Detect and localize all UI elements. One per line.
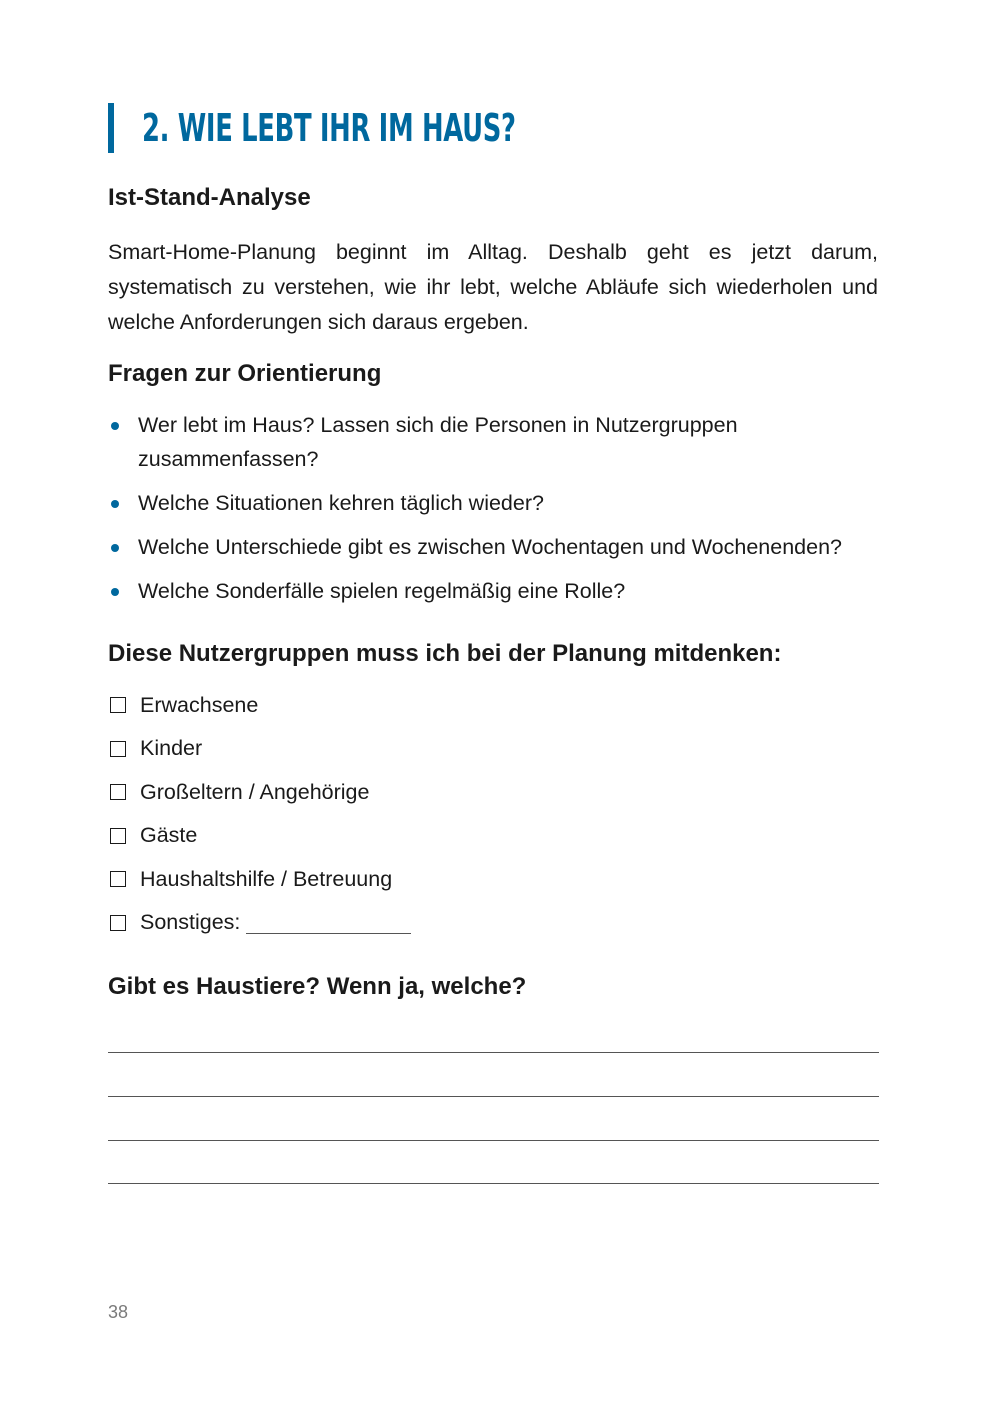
- heading-accent-bar: [108, 103, 114, 153]
- checkbox-label: Kinder: [140, 736, 203, 761]
- checkbox-label: Gäste: [140, 823, 198, 848]
- question-text: Wer lebt im Haus? Lassen sich die Personen in Nutzergruppen zusammenfassen?: [138, 413, 738, 471]
- checkbox-label: Großeltern / Angehörige: [140, 779, 370, 804]
- other-fill-in-line[interactable]: [246, 911, 411, 934]
- list-item: [108, 530, 888, 564]
- answer-line[interactable]: [108, 1183, 879, 1184]
- checkbox-option[interactable]: [108, 862, 411, 896]
- checkbox-label: Erwachsene: [140, 692, 259, 717]
- chapter-heading: [108, 100, 692, 156]
- user-group-checklist: [108, 688, 411, 950]
- checkbox-option[interactable]: [108, 688, 411, 722]
- checkbox-option[interactable]: [108, 819, 411, 853]
- section-heading-user-groups: Diese Nutzergruppen muss ich bei der Planung mitdenken:: [108, 640, 782, 667]
- checkbox-icon[interactable]: [110, 915, 126, 931]
- bullet-dot-icon: [111, 422, 119, 430]
- checkbox-option[interactable]: [108, 906, 411, 940]
- answer-line[interactable]: [108, 1052, 879, 1053]
- bullet-dot-icon: [111, 588, 119, 596]
- checkbox-icon[interactable]: [110, 871, 126, 887]
- checkbox-option[interactable]: [108, 732, 411, 766]
- bullet-dot-icon: [111, 544, 119, 552]
- checkbox-icon[interactable]: [110, 784, 126, 800]
- list-item: [108, 486, 888, 520]
- bullet-dot-icon: [111, 500, 119, 508]
- checkbox-option[interactable]: [108, 775, 411, 809]
- checkbox-icon[interactable]: [110, 828, 126, 844]
- checkbox-label: Sonstiges:: [140, 910, 241, 935]
- question-list: [108, 408, 888, 618]
- section-heading-pets: Gibt es Haustiere? Wenn ja, welche?: [108, 973, 527, 1000]
- checkbox-icon[interactable]: [110, 697, 126, 713]
- checkbox-icon[interactable]: [110, 741, 126, 757]
- page-number: 38: [108, 1302, 129, 1322]
- question-text: Welche Unterschiede gibt es zwischen Wochentagen und Wochenenden?: [138, 535, 842, 559]
- list-item: [108, 408, 888, 476]
- answer-line[interactable]: [108, 1096, 879, 1097]
- question-text: Welche Sonderfälle spielen regelmäßig eine Rolle?: [138, 579, 626, 603]
- intro-paragraph: Smart-Home-Planung beginnt im Alltag. Deshalb geht es jetzt darum, systematisch zu verstehen, wie ihr lebt, welche Abläufe sich wiederholen und welche Anforderungen sich daraus ergeben.: [108, 240, 878, 334]
- question-text: Welche Situationen kehren täglich wieder?: [138, 491, 544, 515]
- answer-line[interactable]: [108, 1140, 879, 1141]
- section-heading-analysis: Ist-Stand-Analyse: [108, 184, 311, 211]
- section-heading-questions: Fragen zur Orientierung: [108, 360, 382, 387]
- chapter-title: 2. WIE LEBT IHR IM HAUS?: [142, 106, 516, 150]
- list-item: [108, 574, 888, 608]
- checkbox-label: Haushaltshilfe / Betreuung: [140, 866, 393, 891]
